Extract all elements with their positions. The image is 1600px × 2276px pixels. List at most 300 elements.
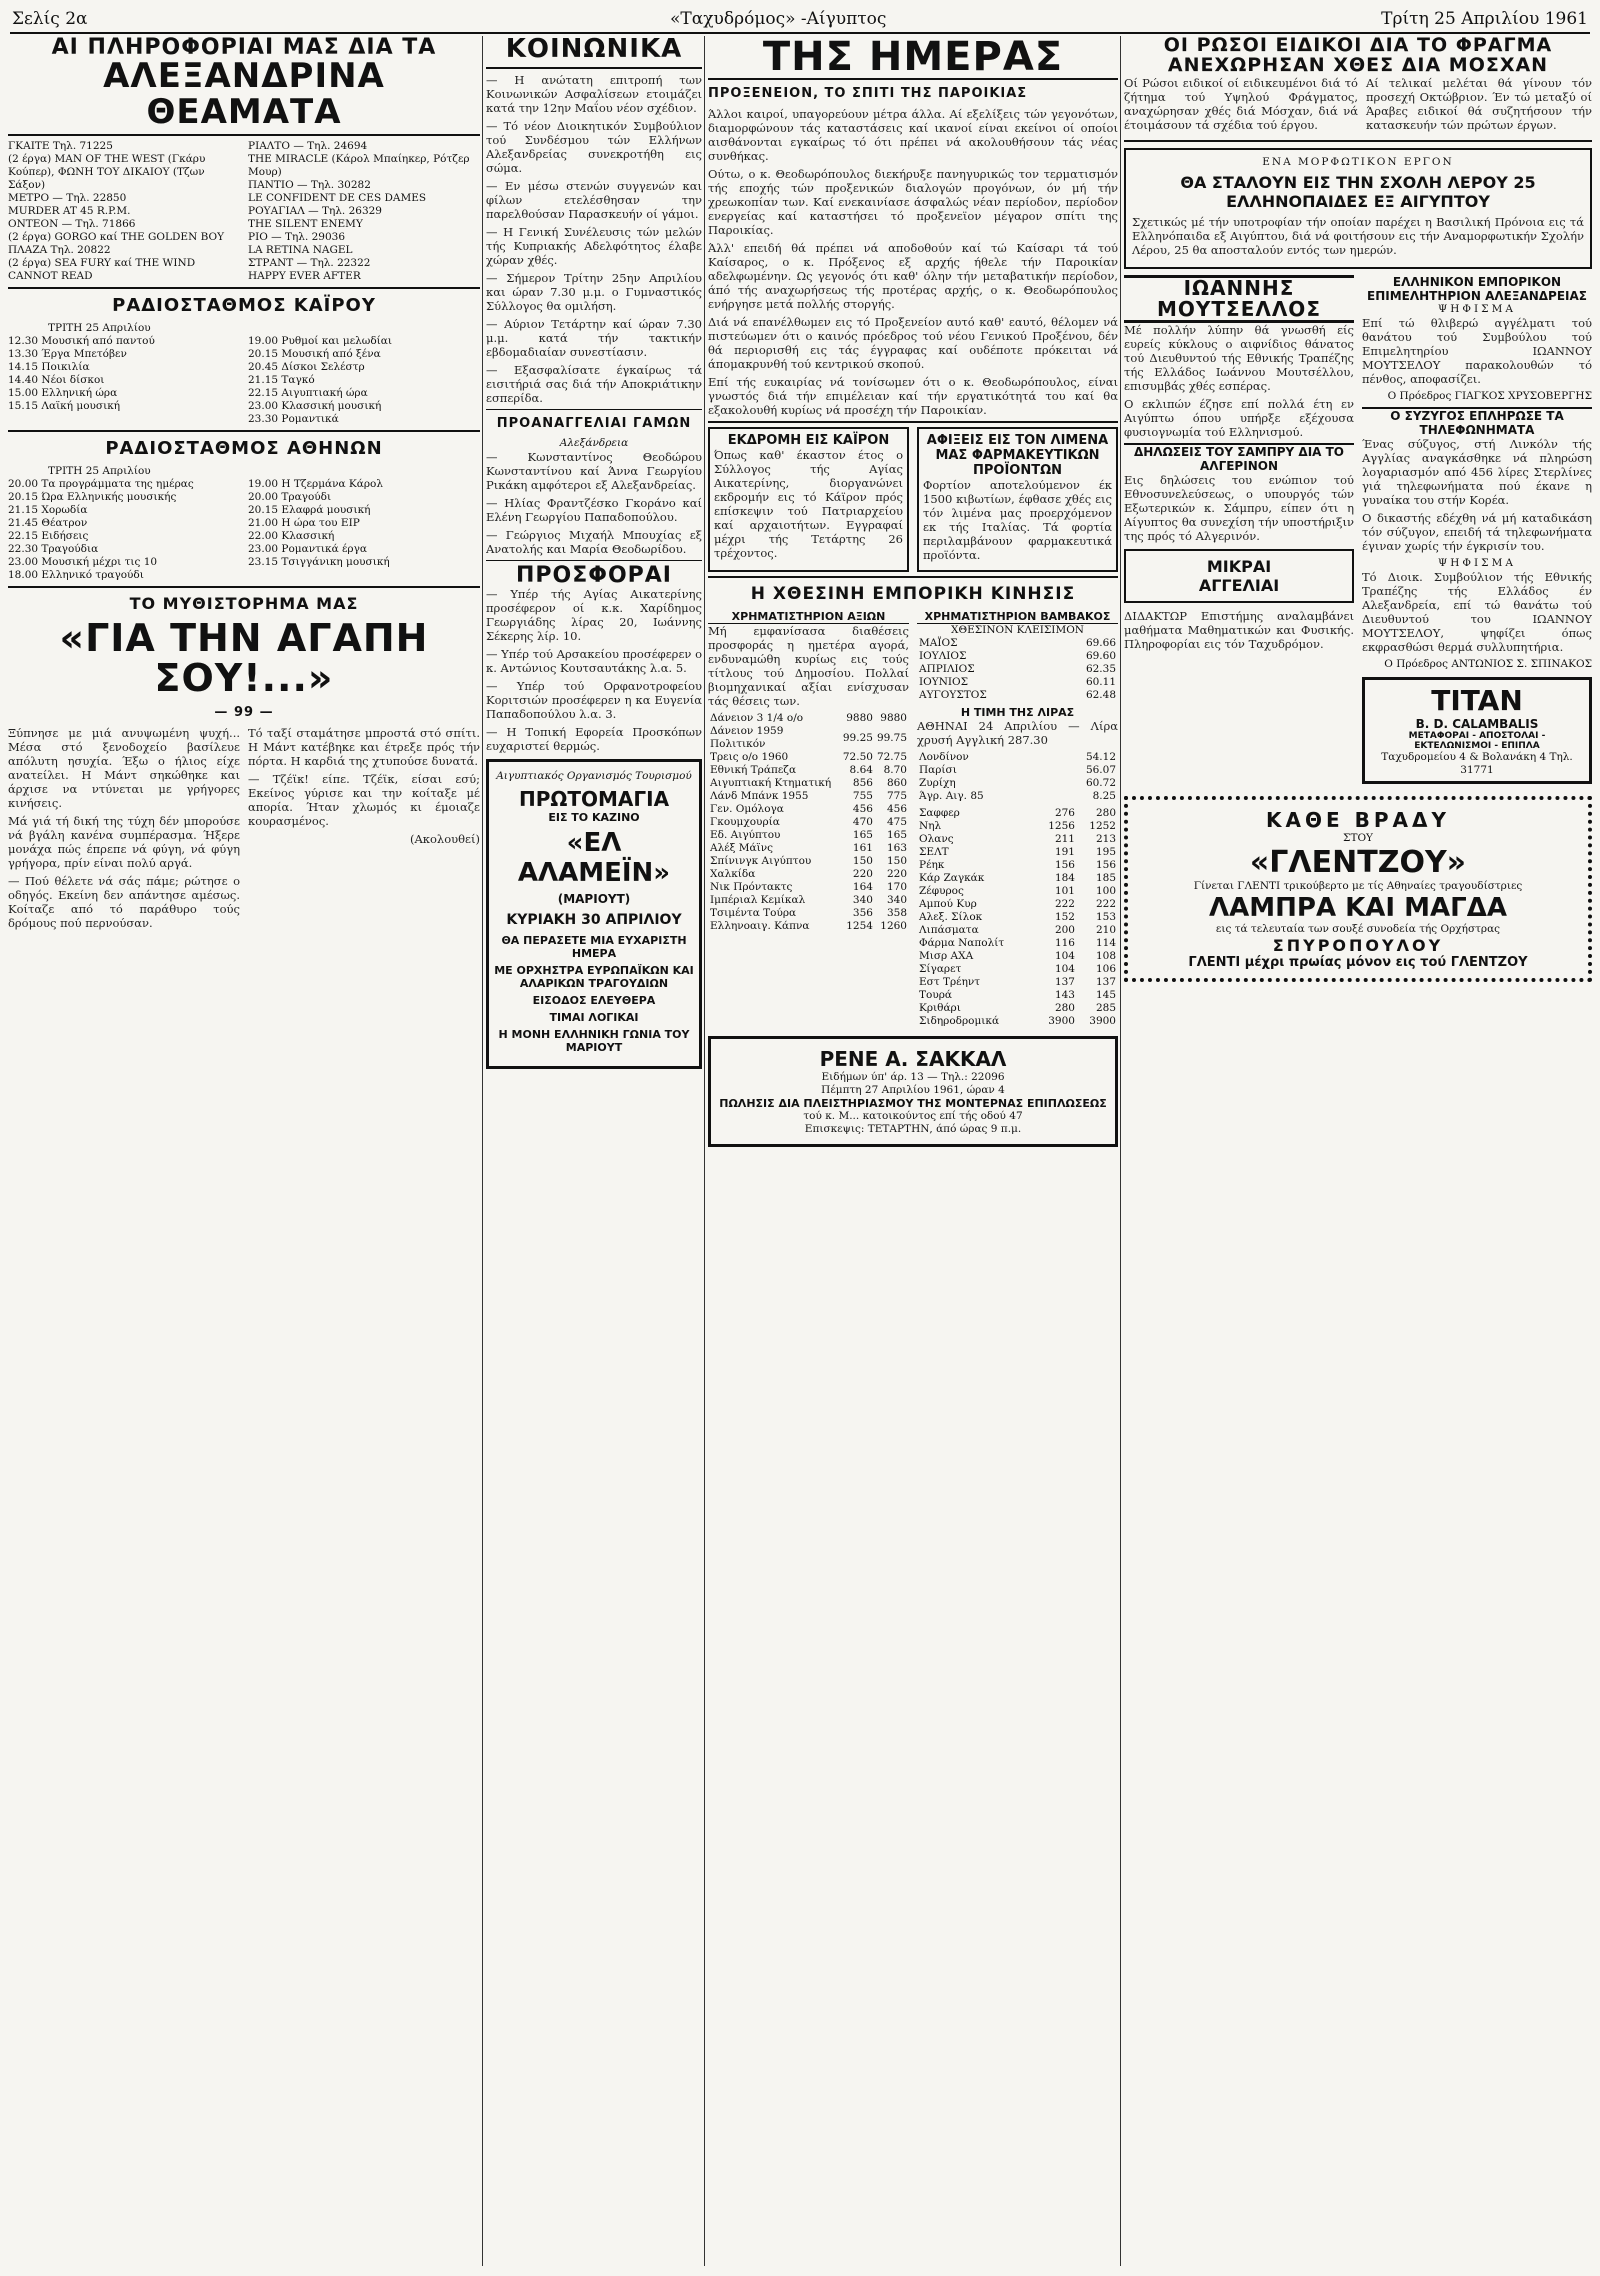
radio-program-item: 20.15 Ώρα Ελληνικής μουσικής xyxy=(8,491,177,504)
radio-program-item: 14.40 Νέοι δίσκοι xyxy=(8,374,105,387)
novel-paragraph: Μά γιά τή δική της τύχη δέν μπορούσε νά βγάλη κανένα συμπέρασμα. Ήξερε μονάχα πώς έπρεπε νά φύγη, νά φύγη γρήγορα, πρίν είναι πολύ αργά. xyxy=(8,814,240,871)
glentzou-singers: ΛΑΜΠΡΑ ΚΑΙ ΜΑΓΔΑ xyxy=(1209,892,1507,923)
cinema-listing: MURDER AT 45 R.P.M. xyxy=(8,205,131,218)
radio-program-item: 15.00 Ελληνική ώρα xyxy=(8,387,118,400)
auction-line: τού κ. Μ... κατοικούντος επί τής οδού 47 xyxy=(803,1110,1023,1122)
radio-cairo-list-left xyxy=(8,335,240,426)
radio-program-item: 22.15 Αιγυπτιακή ώρα xyxy=(248,387,368,400)
row-value: 143 xyxy=(1054,989,1075,1001)
row-value: 280 xyxy=(1095,807,1116,819)
cinema-listing: ΠΛΑΖΑ Τηλ. 20822 xyxy=(8,244,111,257)
cinema-listing: (2 έργα) SEA FURY καί THE WIND CANNOT READ xyxy=(8,257,196,283)
row-value: 69.60 xyxy=(1085,650,1116,662)
chamber-heading: ΕΛΛΗΝΙΚΟΝ ΕΜΠΟΡΙΚΟΝ ΕΠΙΜΕΛΗΤΗΡΙΟΝ ΑΛΕΞΑΝΔΡΕΙΑΣ xyxy=(1367,274,1587,303)
stock-row xyxy=(708,894,909,907)
row-label: Σίγαρετ xyxy=(919,963,962,975)
row-label: Γκουμχουρία xyxy=(710,816,780,828)
stock-row xyxy=(708,829,909,842)
row-value: 1252 xyxy=(1089,820,1116,832)
radio-athens-date: ΤΡΙΤΗ 25 Απριλίου xyxy=(48,465,151,478)
row-value: 99.25 xyxy=(842,731,873,744)
radio-program-item: 23.15 Τσιγγάνικη μουσική xyxy=(248,556,390,569)
row-label: Μισρ ΑΧΑ xyxy=(919,950,974,962)
row-label: ΑΥΓΟΥΣΤΟΣ xyxy=(919,689,987,701)
radio-program-item: 21.00 Η ώρα του ΕΙΡ xyxy=(248,517,360,530)
row-value: 356 xyxy=(852,907,873,919)
cinema-listing: LA RETINA NAGEL xyxy=(248,244,353,257)
cinema-listing: HAPPY EVER AFTER xyxy=(248,270,361,283)
cinema-list-right xyxy=(248,140,480,283)
share-row xyxy=(917,872,1118,885)
radio-athens-schedule xyxy=(8,478,480,582)
editorial-paragraph: Άλλοι καιροί, υπαγορεύουν μέτρα άλλα. Αί εξελίξεις τών γεγονότων, διαμορφώνουν τάς καταστάσεις καί ικανοί είναι εκείνοι οί οποίοι αισθάνονται εγκαίρως τό ότι πρέπει νά ακολουθήσουν τάς νέας συνθήκας. xyxy=(708,107,1118,163)
chamber-text: Επί τώ θλιβερώ αγγέλματι τού θανάτου τού Συμβούλου τού Επιμελητηρίου ΙΩΑΝΝΟΥ ΜΟΥΤΣΕΛΟΥ παρακολουθών τό πένθος, αποφασίζει. xyxy=(1362,315,1592,386)
row-value: 1256 xyxy=(1048,820,1075,832)
fx-table xyxy=(917,751,1118,803)
cinema-listing: (2 έργα) MAN OF THE WEST (Γκάρυ Κούπερ), ΦΩΝΗ ΤΟΥ ΔΙΚΑΙΟΥ (Τζων Σάξον) xyxy=(8,153,206,192)
radio-athens-list-right xyxy=(248,478,480,582)
row-label: Δάνειον 3 1/4 ο/ο xyxy=(710,712,804,724)
row-value: 213 xyxy=(1095,833,1116,845)
share-row xyxy=(917,1002,1118,1015)
row-label: Τρεις ο/ο 1960 xyxy=(710,751,789,763)
row-value: 210 xyxy=(1095,924,1116,936)
novel-episode: — 99 — xyxy=(214,705,274,721)
row-label: Λάνδ Μπάνκ 1955 xyxy=(710,790,809,802)
row-value: 456 xyxy=(886,803,907,815)
decree-text: Τό Διοικ. Συμβούλιον τής Εθνικής Τραπέζης τής Ελλάδος έν Αλεξανδρεία, επί τώ θανάτω τού Διευθυντού του ΙΩΑΝΝΟΥ ΜΟΥΤΣΕΛΟΥ, ψηφίζει όπως εκφρασθώσι θερμά συλλυπητήρια. xyxy=(1362,569,1592,654)
row-value: 8.25 xyxy=(1092,790,1116,802)
radio-program-item: 23.00 Ρομαντικά έργα xyxy=(248,543,367,556)
shares-table xyxy=(917,807,1118,1028)
fx-row xyxy=(917,764,1118,777)
school-article xyxy=(1124,148,1592,269)
auctioneer-name: ΡΕΝΕ Α. ΣΑΚΚΑΛ xyxy=(819,1047,1007,1071)
cinema-listing: ΡΟΥΑΓΙΑΛ — Τηλ. 26329 xyxy=(248,205,382,218)
row-value: 106 xyxy=(1095,963,1116,975)
row-value: 54.12 xyxy=(1085,751,1116,763)
row-value: 220 xyxy=(852,868,873,880)
society-item: — Η ανώτατη επιτροπή των Κοινωνικών Ασφαλίσεων ετοιμάζει κατά την 12ην Μαΐου νέον σχέδιον. xyxy=(486,73,702,116)
column-entertainment xyxy=(8,36,480,2266)
offer-item: — Υπέρ τής Αγίας Αικατερίνης προσέφερον οί κ.κ. Χαρίδημος Γεωργιάδης λίρας 20, Ιωάννης Σέκερης λίρ. 10. xyxy=(486,587,702,644)
radio-program-item: 22.15 Ειδήσεις xyxy=(8,530,89,543)
classified-item: ΔΙΔΑΚΤΩΡ Επιστήμης αναλαμβάνει μαθήματα Μαθηματικών και Φυσικής. Πληροφορίαι εις τόν Ταχυδρόμον. xyxy=(1124,608,1354,651)
stock-row xyxy=(708,803,909,816)
obituary-heading: ΙΩΑΝΝΗΣ ΜΟΥΤΣΕΛΛΟΣ xyxy=(1124,275,1354,323)
stock-row xyxy=(708,881,909,894)
row-value: 3900 xyxy=(1048,1015,1075,1027)
auctioneer-address: Ειδήμων ύπ' άρ. 13 — Τηλ.: 22096 xyxy=(821,1071,1005,1083)
ad-line: Η ΜΟΝΗ ΕΛΛΗΝΙΚΗ ΓΩΝΙΑ ΤΟΥ ΜΑΡΙΟΥΤ xyxy=(498,1028,690,1055)
row-value: 280 xyxy=(1054,1002,1075,1014)
row-value: 285 xyxy=(1095,1002,1116,1014)
row-value: 153 xyxy=(1095,911,1116,923)
row-value: 211 xyxy=(1054,833,1075,845)
ad-sponsor: Αιγυπτιακός Οργανισμός Τουρισμού xyxy=(496,770,692,783)
row-label: Ζέφυρος xyxy=(919,885,964,897)
titan-address: Ταχυδρομείου 4 & Βολανάκη 4 Τηλ. 31771 xyxy=(1381,750,1573,776)
share-row xyxy=(917,833,1118,846)
excursion-text: Όπως καθ' έκαστον έτος ο Σύλλογος τής Αγίας Αικατερίνης, διοργανώνει εκδρομήν εις τό Κάϊρον πρός επίσκεψιν τού Πατριαρχείου καί αρχαιοτήτων. Εγγραφαί μέχρι τής Τετάρτης 26 τρέχοντος. xyxy=(714,448,903,560)
arrivals-text: Φορτίον αποτελούμενον έκ 1500 κιβωτίων, έφθασε χθές εις τόν λιμένα μας προερχόμενον εκ τής Ιταλίας. Τά φορτία περιλαμβάνουν φαρμακευτικά προϊόντα. xyxy=(923,478,1112,562)
glentzou-line: ΣΤΟΥ xyxy=(1343,831,1373,844)
row-value: 114 xyxy=(1095,937,1116,949)
share-row xyxy=(917,807,1118,820)
share-row xyxy=(917,1015,1118,1028)
row-label: Ιμπέριαλ Κεμίκαλ xyxy=(710,894,806,906)
radio-program-item: 14.15 Ποικιλία xyxy=(8,361,90,374)
row-label: Τσιμέντα Τούρα xyxy=(710,907,797,919)
society-item: — Σήμερον Τρίτην 25ην Απριλίου και ώραν 7.30 μ.μ. ο Γυμναστικός Σύλλογος θα ομιλήση. xyxy=(486,271,702,314)
novel-continued: (Ακολουθεί) xyxy=(410,832,480,847)
radio-program-item: 22.30 Τραγούδια xyxy=(8,543,99,556)
stock-row xyxy=(708,712,909,725)
row-label: Νηλ xyxy=(919,820,942,832)
row-value: 156 xyxy=(1095,859,1116,871)
cinema-listing: ΣΤΡΑΝΤ — Τηλ. 22322 xyxy=(248,257,371,270)
cinema-listing: ΠΑΝΤΙΟ — Τηλ. 30282 xyxy=(248,179,371,192)
fx-row xyxy=(917,777,1118,790)
fx-row xyxy=(917,790,1118,803)
chamber-signature: Ο Πρόεδρος ΓΙΑΓΚΟΣ ΧΡΥΣΟΒΕΡΓΗΣ xyxy=(1387,389,1592,402)
radio-athens-list-left xyxy=(8,478,240,582)
row-value: 150 xyxy=(886,855,907,867)
share-row xyxy=(917,989,1118,1002)
row-value: 152 xyxy=(1054,911,1075,923)
row-value: 200 xyxy=(1054,924,1075,936)
row-value: 856 xyxy=(852,777,873,789)
row-label: Ολανς xyxy=(919,833,954,845)
stock-row xyxy=(708,777,909,790)
ad-line: ΘΑ ΠΕΡΑΣΕΤΕ ΜΙΑ ΕΥΧΑΡΙΣΤΗ ΗΜΕΡΑ xyxy=(501,934,687,961)
row-label: Δάνειον 1959 Πολιτικόν xyxy=(710,725,784,750)
novel-kicker: ΤΟ ΜΥΘΙΣΤΟΡΗΜΑ ΜΑΣ xyxy=(129,594,359,614)
decree-heading: ΨΗΦΙΣΜΑ xyxy=(1438,556,1516,569)
row-value: 1260 xyxy=(880,920,907,932)
cotton-row xyxy=(917,689,1118,702)
auction-line: Επισκεψις: ΤΕΤΑΡΤΗΝ, άπό ώρας 9 π.μ. xyxy=(804,1123,1022,1135)
row-label: Αιγυπτιακή Κτηματική xyxy=(710,777,832,789)
share-row xyxy=(917,898,1118,911)
betrothal-item: — Κωνσταντίνος Θεοδώρου Κωνσταντίνου καί Άννα Γεωργίου Ρικάκη αμφότεροι εξ Αλεξανδρείας. xyxy=(486,450,702,493)
radio-program-item: 23.30 Ρομαντικά xyxy=(248,413,339,426)
row-value: 191 xyxy=(1054,846,1075,858)
row-value: 9880 xyxy=(846,712,873,724)
radio-cairo-date: ΤΡΙΤΗ 25 Απριλίου xyxy=(48,322,151,335)
radio-program-item: 15.15 Λαϊκή μουσική xyxy=(8,400,121,413)
row-value: 56.07 xyxy=(1085,764,1116,776)
row-value: 775 xyxy=(886,790,907,802)
radio-program-item: 19.00 Η Τζερμάνα Κάρολ xyxy=(248,478,384,491)
row-value: 195 xyxy=(1095,846,1116,858)
dam-statement-heading: ΔΗΛΩΣΕΙΣ ΤΟΥ ΣΑΜΠΡΥ ΔΙΑ ΤΟ ΑΛΓΕΡΙΝΟΝ xyxy=(1124,443,1354,473)
row-value: 8.70 xyxy=(883,764,907,776)
cotton-row xyxy=(917,637,1118,650)
cinema-listing: ΟΝΤΕΟΝ — Τηλ. 71866 xyxy=(8,218,136,231)
offer-item: — Η Τοπική Εφορεία Προσκόπων ευχαριστεί θερμώς. xyxy=(486,725,702,754)
radio-cairo-schedule xyxy=(8,335,480,426)
row-label: Σαφφερ xyxy=(919,807,960,819)
row-value: 60.11 xyxy=(1085,676,1116,688)
column-of-the-day xyxy=(708,36,1118,2266)
row-value: 456 xyxy=(852,803,873,815)
row-label: Χαλκίδα xyxy=(710,868,756,880)
row-value: 755 xyxy=(852,790,873,802)
row-value: 9880 xyxy=(880,712,907,724)
row-value: 475 xyxy=(886,816,907,828)
radio-program-item: 20.15 Ελαφρά μουσική xyxy=(248,504,371,517)
row-value: 145 xyxy=(1095,989,1116,1001)
row-value: 161 xyxy=(852,842,873,854)
newspaper-name: «Ταχυδρόμος» -Αίγυπτος xyxy=(670,9,887,29)
stock-row xyxy=(708,764,909,777)
cinema-listing: THE SILENT ENEMY xyxy=(248,218,363,231)
row-label: ΜΑΪΟΣ xyxy=(919,637,958,649)
fx-row xyxy=(917,751,1118,764)
novel-paragraph: — Τζέϊκ! είπε. Τζέϊκ, είσαι εσύ; Εκείνος γύρισε και την κοίταξε μέ απορία. Ήταν χλωμός κι έμοιαζε κουρασμένος. xyxy=(248,772,480,829)
row-value: 108 xyxy=(1095,950,1116,962)
ad-line: ΕΙΣΟΔΟΣ ΕΛΕΥΘΕΡΑ xyxy=(532,994,656,1008)
row-label: Σιδηροδρομικά xyxy=(919,1015,1000,1027)
row-value: 170 xyxy=(886,881,907,893)
glentzou-line: Γίνεται ΓΛΕΝΤΙ τρικούβερτο με τίς Αθηναίες τραγουδίστριες xyxy=(1193,879,1523,892)
obituary-text: Ο εκλιπών έζησε επί πολλά έτη εν Αιγύπτω όπου υπήρξε εξέχουσα φυσιογνωμία τού Ελληνισμού. xyxy=(1124,396,1354,439)
betrothal-heading: ΠΡΟΑΝΑΓΓΕΛΙΑΙ ΓΑΜΩΝ xyxy=(496,416,692,432)
dam-paragraph: Οί Ρώσοι ειδικοί οί ειδικευμένοι διά τό ζήτημα τού Υψηλού Φράγματος, αναχώρησαν χθές διά Μόσχαν, διά νά έτοιμάσουν τά σχέδια τού έργου. xyxy=(1124,75,1358,132)
share-row xyxy=(917,937,1118,950)
cinema-list-left xyxy=(8,140,240,283)
row-label: Γεν. Ομόλογα xyxy=(710,803,784,815)
auction-line: Πέμπτη 27 Απριλίου 1961, ώραν 4 xyxy=(821,1084,1005,1096)
share-row xyxy=(917,885,1118,898)
row-value: 165 xyxy=(852,829,873,841)
excursion-heading: ΕΚΔΡΟΜΗ ΕΙΣ ΚΑΪΡΟΝ xyxy=(727,433,890,448)
stock-row xyxy=(708,855,909,868)
radio-cairo-list-right xyxy=(248,335,480,426)
glentzou-line: εις τά τελευταία των σουξέ συνοδεία τής Ορχήστρας xyxy=(1215,922,1501,935)
cotton-exchange-heading: ΧΡΗΜΑΤΙΣΤΗΡΙΟΝ ΒΑΜΒΑΚΟΣ xyxy=(917,610,1118,624)
classifieds-heading-1: ΜΙΚΡΑΙ xyxy=(1206,556,1272,576)
row-value: 222 xyxy=(1054,898,1075,910)
row-label: Εδ. Αιγύπτου xyxy=(710,829,781,841)
row-value: 100 xyxy=(1095,885,1116,897)
radio-program-item: 13.30 Έργα Μπετόβεν xyxy=(8,348,127,361)
row-label: Λονδίνον xyxy=(919,751,969,763)
row-value: 101 xyxy=(1054,885,1075,897)
row-value: 3900 xyxy=(1089,1015,1116,1027)
stock-row xyxy=(708,725,909,751)
novel-paragraph: Τό ταξί σταμάτησε μπροστά στό σπίτι. Η Μάντ κατέβηκε και έτρεξε πρός τήν πόρτα. Η καρδιά της χτυπούσε δυνατά. xyxy=(248,726,480,769)
cotton-row xyxy=(917,676,1118,689)
gold-text: ΑΘΗΝΑΙ 24 Απριλίου — Λίρα χρυσή Αγγλική 287.30 xyxy=(917,719,1118,747)
titan-owner: B. D. CALAMBALIS xyxy=(1415,716,1539,731)
column-divider xyxy=(1120,36,1121,2266)
row-label: Λιπάσματα xyxy=(919,924,979,936)
editorial-paragraph: Επί τής ευκαιρίας νά τονίσωμεν ότι ο κ. Θεοδωρόπουλος, είναι γνωστός διά τήν επιμέλειαν καί τήν εργατικότητά του καί θα εξακολουθή κυρίως νά προσέχη τήν Παροικίαν. xyxy=(708,375,1118,417)
phone-text: Ο δικαστής εδέχθη νά μή καταδικάση τόν σύζυγον, επειδή τά τηλεφωνήματα έγιναν χωρίς τήν έγκρισίν του. xyxy=(1362,510,1592,553)
stock-row xyxy=(708,842,909,855)
row-label: Αλεξ. Σίλοκ xyxy=(919,911,983,923)
row-value: 164 xyxy=(852,881,873,893)
radio-program-item: 12.30 Μουσική από παντού xyxy=(8,335,155,348)
society-item: — Η Γενική Συνέλευσις τών μελών τής Κυπριακής Αδελφότητος έλαβε χώραν χθές. xyxy=(486,225,702,268)
classifieds-box xyxy=(1124,549,1354,603)
row-value: 1254 xyxy=(846,920,873,932)
row-value: 72.50 xyxy=(842,751,873,763)
row-value: 72.75 xyxy=(876,751,907,763)
radio-program-item: 22.00 Κλασσική xyxy=(248,530,335,543)
titan-services: ΜΕΤΑΦΟΡΑΙ - ΑΠΟΣΤΟΛΑΙ - ΕΚΤΕΛΩΝΙΣΜΟΙ - ΕΠΙΠΛΑ xyxy=(1408,730,1546,751)
row-label: Άγρ. Αιγ. 85 xyxy=(919,790,984,802)
radio-program-item: 19.00 Ρυθμοί και μελωδίαι xyxy=(248,335,393,348)
row-label: Αμπού Κυρ xyxy=(919,898,977,910)
stock-row xyxy=(708,920,909,933)
society-item: — Αύριον Τετάρτην καί ώραν 7.30 μ.μ. κατά τήν τακτικήν εβδομαδιαίαν συνεστίασιν. xyxy=(486,317,702,360)
row-label: Παρίσι xyxy=(919,764,957,776)
school-heading: ΘΑ ΣΤΑΛΟΥΝ ΕΙΣ ΤΗΝ ΣΧΟΛΗ ΛΕΡΟΥ 25 ΕΛΛΗΝΟΠΑΙΔΕΣ ΕΞ ΑΙΓΥΠΤΟΥ xyxy=(1180,172,1536,211)
auction-line: ΠΩΛΗΣΙΣ ΔΙΑ ΠΛΕΙΣΤΗΡΙΑΣΜΟΥ ΤΗΣ ΜΟΝΤΕΡΝΑΣ ΕΠΙΠΛΩΣΕΩΣ xyxy=(719,1097,1107,1110)
cotton-table xyxy=(917,637,1118,702)
ad-day: ΚΥΡΙΑΚΗ 30 ΑΠΡΙΛΙΟΥ xyxy=(506,912,682,929)
row-label: Αλέξ Μάϊνς xyxy=(710,842,774,854)
glentzou-advertisement xyxy=(1124,796,1592,982)
titan-advertisement xyxy=(1362,677,1592,784)
row-label: Νικ Πρόντακτς xyxy=(710,881,793,893)
phone-heading: Ο ΣΥΖΥΓΟΣ ΕΠΛΗΡΩΣΕ ΤΑ ΤΗΛΕΦΩΝΗΜΑΤΑ xyxy=(1362,407,1592,437)
row-value: 62.48 xyxy=(1085,689,1116,701)
row-value: 150 xyxy=(852,855,873,867)
glentzou-orchestra: ΣΠΥΡΟΠΟΥΛΟΥ xyxy=(1272,935,1444,955)
cotton-subheading: ΧΘΕΣΙΝΟΝ ΚΛΕΙΣΙΜΟΝ xyxy=(951,624,1084,636)
ad-line: ΤΙΜΑΙ ΛΟΓΙΚΑΙ xyxy=(549,1011,639,1025)
school-text: Σχετικώς μέ τήν υποτροφίαν τήν οποίαν παρέχει η Βασιλική Πρόνοια εις τά Ελληνόπαιδα εξ Αιγύπτου, διά νά φοιτήσουν εις τήν Αναμορφωτικήν Σχολήν Λέρου, 25 θα αποσταλούν εντός των ημερών. xyxy=(1132,214,1584,257)
row-value: 184 xyxy=(1054,872,1075,884)
row-value: 470 xyxy=(852,816,873,828)
glentzou-line: ΓΛΕΝΤΙ μέχρι πρωίας μόνον εις τού ΓΛΕΝΤΖΟΥ xyxy=(1188,954,1528,970)
glentzou-venue: «ΓΛΕΝΤΖΟΥ» xyxy=(1249,844,1467,880)
row-value: 220 xyxy=(886,868,907,880)
dam-heading-1: ΟΙ ΡΩΣΟΙ ΕΙΔΙΚΟΙ ΔΙΑ ΤΟ ΦΡΑΓΜΑ xyxy=(1163,36,1553,56)
share-row xyxy=(917,976,1118,989)
radio-program-item: 21.45 Θέατρον xyxy=(8,517,88,530)
row-value: 276 xyxy=(1054,807,1075,819)
editorial-paragraph: Άλλ' επειδή θά πρέπει νά αποδοθούν καί τώ Καίσαρι τά τού Καίσαρος, ο κ. Πρόξενος εξ αρχής ήθελε τήν Παροικίαν αδελφωμένην. Ως γεγονός ότι καθ' όλην τήν μεταβατικήν περίοδον, άπό τής αναχωρήσεως τής προτέρας αρχής, ο κ. Θεοδωρόπουλος ενήργησε μετά πολλής στοργής. xyxy=(708,241,1118,311)
row-value: 156 xyxy=(1054,859,1075,871)
column-news xyxy=(1124,36,1592,2266)
phone-text: Ένας σύζυγος, στή Λινκόλν τής Αγγλίας αναγκάσθηκε νά πληρώση λογαριασμόν από 456 λίρες Στερλίνες γιά τηλεφωνήματα πού έκανε η γυναίκα του στήν Κορέα. xyxy=(1362,436,1592,507)
society-item: — Εν μέσω στενών συγγενών και φίλων ετελέσθησαν την παρελθούσαν Παρασκευήν οί γάμοι. xyxy=(486,179,702,222)
row-value: 340 xyxy=(886,894,907,906)
issue-date: Τρίτη 25 Απριλίου 1961 xyxy=(1381,9,1588,29)
news-boxes xyxy=(708,427,1118,572)
row-label: Ελληνοαιγ. Κάπνα xyxy=(710,920,810,932)
row-value: 137 xyxy=(1095,976,1116,988)
cinema-listing: ΜΕΤΡΟ — Τηλ. 22850 xyxy=(8,192,127,205)
row-label: ΑΠΡΙΛΙΟΣ xyxy=(919,663,975,675)
row-label: Εθνική Τράπεζα xyxy=(710,764,797,776)
row-label: Κριθάρι xyxy=(919,1002,961,1014)
obituary-text: Μέ πολλήν λύπην θά γνωσθή είς ευρείς κύκλους ο αιφνίδιος θάνατος τού Διευθυντού τής Εθνικής Τραπέζης τής Ελλάδος Ιωάννου Μουτσέλλου, επισυμβάς χθές εσπέρας. xyxy=(1124,322,1354,393)
share-row xyxy=(917,950,1118,963)
row-value: 163 xyxy=(886,842,907,854)
cinema-listing: (2 έργα) GORGO καί THE GOLDEN BOY xyxy=(8,231,225,244)
dam-paragraph: Αί τελικαί μελέται θά γίνουν τόν προσεχή Οκτώβριον. Έν τώ μεταξύ οί Άραβες ειδικοί θά συζητήσουν τήν κατασκευήν τών πρώτων έργων. xyxy=(1366,75,1592,132)
classifieds-heading-2: ΑΓΓΕΛΙΑΙ xyxy=(1198,575,1280,595)
stock-row xyxy=(708,751,909,764)
share-row xyxy=(917,963,1118,976)
offer-item: — Υπέρ τού Ορφανοτροφείου Κοριτσιών προσέφερεν η κα Ευγενία Παπαδοπούλου λ.α. 3. xyxy=(486,679,702,722)
share-row xyxy=(917,820,1118,833)
page-header xyxy=(10,6,1590,34)
offers-heading: ΠΡΟΣΦΟΡΑΙ xyxy=(515,563,672,589)
stock-table xyxy=(708,712,909,933)
glentzou-line: ΚΑΘΕ ΒΡΑΔΥ xyxy=(1266,807,1450,832)
betrothal-city: Αλεξάνδρεια xyxy=(559,437,629,450)
row-value: 222 xyxy=(1095,898,1116,910)
stock-row xyxy=(708,907,909,920)
row-value: 116 xyxy=(1054,937,1075,949)
novel-paragraph: Ξύπνησε με μιά ανυψωμένη ψυχή... Μέσα στό ξενοδοχείο βασίλευε απόλυτη ησυχία. Έξω ο ήλιος είχε ανατείλει. Η Μάντ σηκώθηκε και άρχισε να ντύνεται με γρήγορες κινήσεις. xyxy=(8,726,240,811)
row-label: Ζυρίχη xyxy=(919,777,956,789)
row-label: ΣΕΛΤ xyxy=(919,846,949,858)
row-value: 8.64 xyxy=(849,764,873,776)
row-label: Κάρ Ζαγκάκ xyxy=(919,872,985,884)
society-item: — Τό νέον Διοικητικόν Συμβούλιον τού Συνδέσμου τών Ελλήνων Αλεξανδρείας συνεκροτήθη εις σώμα. xyxy=(486,119,702,176)
stock-exchange-heading: ΧΡΗΜΑΤΙΣΤΗΡΙΟΝ ΑΞΙΩΝ xyxy=(708,610,909,624)
row-label: Σπίνινγκ Αιγύπτου xyxy=(710,855,812,867)
radio-program-item: 20.45 Δίσκοι Σελέστρ xyxy=(248,361,365,374)
cinema-listing: LE CONFIDENT DE CES DAMES xyxy=(248,192,427,205)
cotton-row xyxy=(917,650,1118,663)
editorial-heading: ΤΗΣ ΗΜΕΡΑΣ xyxy=(708,36,1118,80)
novel-paragraph: — Πού θέλετε νά σάς πάμε; ρώτησε ο οδηγός. Εκείνη δεν απάντησε αμέσως. Κοίταζε από τό παράθυρο τούς δρόμους πού περνούσαν. xyxy=(8,874,240,931)
row-value: 99.75 xyxy=(876,731,907,744)
market-tables xyxy=(708,610,1118,1028)
dam-heading-2: ΑΝΕΧΩΡΗΣΑΝ ΧΘΕΣ ΔΙΑ ΜΟΣΧΑΝ xyxy=(1167,53,1549,76)
radio-program-item: 23.00 Μουσική μέχρι τις 10 xyxy=(8,556,158,569)
radio-cairo-heading: ΡΑΔΙΟΣΤΑΘΜΟΣ ΚΑΪΡΟΥ xyxy=(112,295,376,317)
editorial-paragraph: Διά νά επανέλθωμεν εις τό Προξενείον αυτό καθ' εαυτό, θέλομεν νά πιστεύωμεν ότι ο καινός πρόεδρος τού νέου Γενικού Προξένου, δέν θά περιορισθή εις τάς έγγραφας καί ουδέποτε πρόκειται νά άπομακρυνθή τού κεντρικού σκοπού. xyxy=(708,315,1118,371)
radio-program-item: 20.15 Μουσική από ξένα xyxy=(248,348,381,361)
row-value: 185 xyxy=(1095,872,1116,884)
school-kicker: ΕΝΑ ΜΟΡΦΩΤΙΚΟΝ ΕΡΓΟΝ xyxy=(1262,155,1454,168)
radio-program-item: 20.00 Τα προγράμματα της ημέρας xyxy=(8,478,194,491)
row-value: 60.72 xyxy=(1085,777,1116,789)
row-value: 104 xyxy=(1054,963,1075,975)
cinema-listing: ΡΙΑΛΤΟ — Τηλ. 24694 xyxy=(248,140,368,153)
row-value: 137 xyxy=(1054,976,1075,988)
row-label: Ρέηκ xyxy=(919,859,945,871)
stock-exchange-text: Μή εμφανίσασα διαθέσεις προσφοράς η ημετέρα αγορά, ενδυναμώθη κυρίως εις τούς τίτλους τού Δημοσίου. Πολλαί βιομηχανικαί αξίαι ενίσχυσαν τάς θέσεις των. xyxy=(708,624,909,708)
row-label: ΙΟΥΛΙΟΣ xyxy=(919,650,967,662)
radio-program-item: 18.00 Ελληνικό τραγούδι xyxy=(8,569,144,582)
novel-body xyxy=(8,726,480,934)
betrothal-item: — Ηλίας Φραντζέσκο Γκοράνο καί Ελένη Γεωργίου Παπαδοπούλου. xyxy=(486,496,702,525)
chamber-resolution: ΨΗΦΙΣΜΑ xyxy=(1438,302,1516,315)
row-value: 69.66 xyxy=(1085,637,1116,649)
stock-row xyxy=(708,816,909,829)
auction-advertisement xyxy=(708,1036,1118,1147)
society-heading: ΚΟΙΝΩΝΙΚΑ xyxy=(505,36,683,64)
radio-program-item: 21.15 Ταγκό xyxy=(248,374,315,387)
shows-heading-2: ΑΛΕΞΑΝΔΡΙΝΑ ΘΕΑΜΑΤΑ xyxy=(103,56,385,132)
radio-program-item: 21.15 Χορωδία xyxy=(8,504,88,517)
share-row xyxy=(917,924,1118,937)
column-divider xyxy=(704,36,705,2266)
titan-name: TITAN xyxy=(1431,683,1523,717)
betrothal-item: — Γεώργιος Μιχαήλ Μπουχίας εξ Ανατολής και Μαρία Θεοδωρίδου. xyxy=(486,528,702,557)
